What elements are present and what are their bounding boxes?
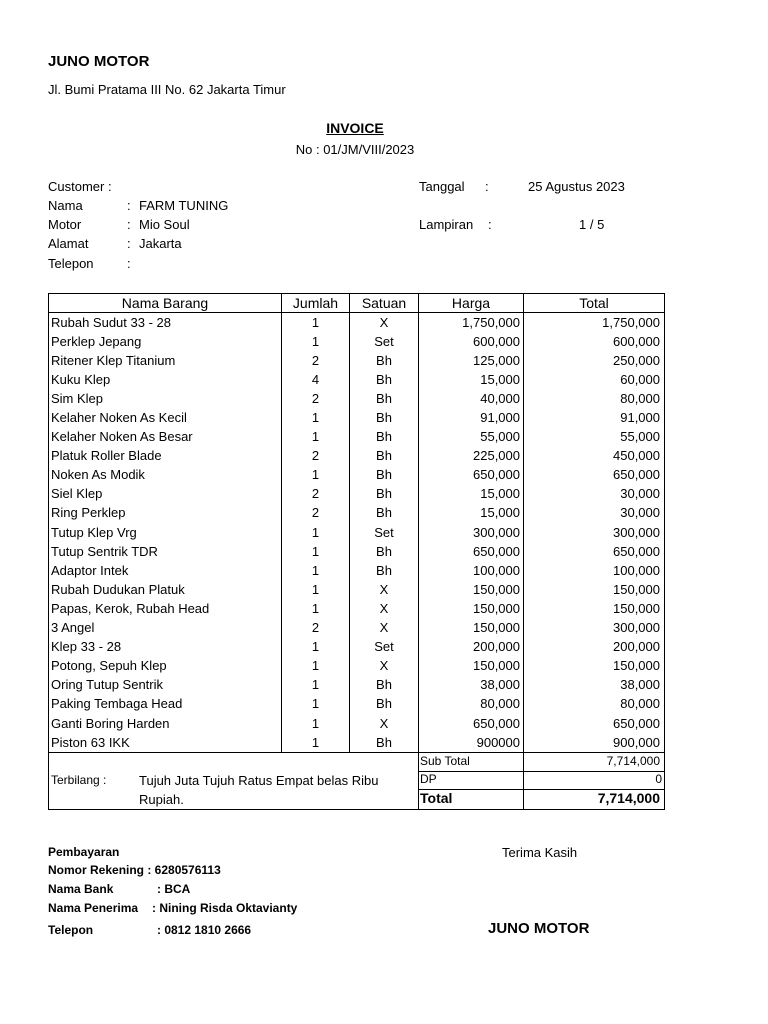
item-qty: 1 bbox=[282, 580, 350, 599]
table-row bbox=[49, 428, 665, 447]
table-row bbox=[49, 447, 665, 466]
item-name: Adaptor Intek bbox=[49, 561, 282, 580]
item-total: 80,000 bbox=[524, 389, 665, 408]
signature-company: JUNO MOTOR bbox=[488, 920, 590, 937]
item-total: 1,750,000 bbox=[524, 313, 665, 333]
item-unit: Bh bbox=[350, 695, 419, 714]
item-name: Tutup Klep Vrg bbox=[49, 523, 282, 542]
item-qty: 2 bbox=[282, 351, 350, 370]
item-qty: 1 bbox=[282, 408, 350, 427]
item-total: 60,000 bbox=[524, 370, 665, 389]
subtotal-label: Sub Total bbox=[420, 754, 470, 768]
item-qty: 1 bbox=[282, 332, 350, 351]
table-header-row bbox=[49, 294, 665, 313]
item-unit: Bh bbox=[350, 542, 419, 561]
item-total: 300,000 bbox=[524, 619, 665, 638]
item-unit: Bh bbox=[350, 428, 419, 447]
tanggal-label: Tanggal bbox=[419, 179, 465, 194]
company-name: JUNO MOTOR bbox=[48, 53, 150, 70]
item-price: 225,000 bbox=[419, 447, 524, 466]
item-price: 100,000 bbox=[419, 561, 524, 580]
table-row bbox=[49, 466, 665, 485]
item-price: 40,000 bbox=[419, 389, 524, 408]
item-qty: 1 bbox=[282, 466, 350, 485]
motor-value: Mio Soul bbox=[139, 217, 190, 232]
lampiran-value: 1 / 5 bbox=[579, 217, 605, 232]
table-row bbox=[49, 676, 665, 695]
table-row bbox=[49, 695, 665, 714]
table-row bbox=[49, 313, 665, 333]
payment-heading: Pembayaran bbox=[48, 845, 120, 859]
item-qty: 2 bbox=[282, 447, 350, 466]
table-row bbox=[49, 580, 665, 599]
item-unit: Bh bbox=[350, 504, 419, 523]
item-price: 15,000 bbox=[419, 370, 524, 389]
item-unit: X bbox=[350, 657, 419, 676]
total-label: Total bbox=[420, 790, 453, 806]
item-name: Siel Klep bbox=[49, 485, 282, 504]
payment-bank-label: Nama Bank bbox=[48, 882, 114, 896]
item-name: Perklep Jepang bbox=[49, 332, 282, 351]
item-price: 91,000 bbox=[419, 408, 524, 427]
table-row bbox=[49, 542, 665, 561]
subtotal-value: 7,714,000 bbox=[606, 754, 660, 768]
table-row bbox=[49, 657, 665, 676]
item-unit: X bbox=[350, 619, 419, 638]
thanks-text: Terima Kasih bbox=[502, 845, 578, 860]
item-qty: 1 bbox=[282, 714, 350, 733]
item-name: Ring Perklep bbox=[49, 504, 282, 523]
item-total: 450,000 bbox=[524, 447, 665, 466]
table-row bbox=[49, 619, 665, 638]
item-total: 150,000 bbox=[524, 657, 665, 676]
item-name: Ganti Boring Harden bbox=[49, 714, 282, 733]
table-row bbox=[49, 389, 665, 408]
item-total: 600,000 bbox=[524, 332, 665, 351]
item-qty: 1 bbox=[282, 523, 350, 542]
nama-value: FARM TUNING bbox=[139, 198, 229, 213]
item-qty: 1 bbox=[282, 542, 350, 561]
item-price: 150,000 bbox=[419, 657, 524, 676]
header-jumlah: Jumlah bbox=[282, 294, 350, 313]
summary-box bbox=[48, 752, 665, 810]
item-unit: X bbox=[350, 714, 419, 733]
table-row bbox=[49, 504, 665, 523]
item-unit: X bbox=[350, 580, 419, 599]
item-unit: Set bbox=[350, 523, 419, 542]
item-price: 600,000 bbox=[419, 332, 524, 351]
lampiran-sep: : bbox=[488, 217, 492, 232]
table-row bbox=[49, 370, 665, 389]
item-name: Platuk Roller Blade bbox=[49, 447, 282, 466]
item-unit: Bh bbox=[350, 389, 419, 408]
item-price: 200,000 bbox=[419, 638, 524, 657]
item-total: 80,000 bbox=[524, 695, 665, 714]
summary-divider bbox=[418, 753, 419, 809]
item-unit: Bh bbox=[350, 408, 419, 427]
item-total: 30,000 bbox=[524, 485, 665, 504]
item-unit: X bbox=[350, 313, 419, 333]
item-name: Ritener Klep Titanium bbox=[49, 351, 282, 370]
item-price: 900000 bbox=[419, 733, 524, 752]
payment-bank-value: : BCA bbox=[157, 882, 191, 896]
table-row bbox=[49, 408, 665, 427]
nama-label: Nama bbox=[48, 198, 83, 213]
table-row bbox=[49, 351, 665, 370]
item-total: 38,000 bbox=[524, 676, 665, 695]
item-unit: Bh bbox=[350, 561, 419, 580]
item-unit: Set bbox=[350, 332, 419, 351]
header-nama-barang: Nama Barang bbox=[49, 294, 282, 313]
table-row bbox=[49, 561, 665, 580]
terbilang-line2: Rupiah. bbox=[139, 792, 184, 807]
item-name: Tutup Sentrik TDR bbox=[49, 542, 282, 561]
item-name: Kelaher Noken As Besar bbox=[49, 428, 282, 447]
item-total: 55,000 bbox=[524, 428, 665, 447]
table-row bbox=[49, 332, 665, 351]
item-price: 650,000 bbox=[419, 714, 524, 733]
item-total: 30,000 bbox=[524, 504, 665, 523]
item-qty: 1 bbox=[282, 733, 350, 752]
item-name: Noken As Modik bbox=[49, 466, 282, 485]
alamat-value: Jakarta bbox=[139, 236, 182, 251]
item-unit: Set bbox=[350, 638, 419, 657]
item-qty: 1 bbox=[282, 695, 350, 714]
item-unit: X bbox=[350, 599, 419, 618]
table-row bbox=[49, 733, 665, 752]
invoice-number: No : 01/JM/VIII/2023 bbox=[295, 142, 415, 157]
item-total: 150,000 bbox=[524, 580, 665, 599]
item-unit: Bh bbox=[350, 447, 419, 466]
item-price: 150,000 bbox=[419, 619, 524, 638]
alamat-sep: : bbox=[127, 236, 131, 251]
item-unit: Bh bbox=[350, 733, 419, 752]
item-price: 38,000 bbox=[419, 676, 524, 695]
total-value: 7,714,000 bbox=[597, 790, 660, 806]
telepon-sep: : bbox=[127, 256, 131, 271]
terbilang-line1: Tujuh Juta Tujuh Ratus Empat belas Ribu bbox=[139, 773, 379, 788]
header-total: Total bbox=[524, 294, 665, 313]
item-total: 150,000 bbox=[524, 599, 665, 618]
item-total: 900,000 bbox=[524, 733, 665, 752]
item-price: 650,000 bbox=[419, 542, 524, 561]
invoice-title: INVOICE bbox=[326, 120, 384, 136]
payment-penerima-value: : Nining Risda Oktavianty bbox=[152, 901, 298, 915]
item-total: 650,000 bbox=[524, 542, 665, 561]
payment-telepon-value: : 0812 1810 2666 bbox=[157, 923, 252, 937]
item-qty: 2 bbox=[282, 504, 350, 523]
item-unit: Bh bbox=[350, 370, 419, 389]
item-price: 80,000 bbox=[419, 695, 524, 714]
motor-label: Motor bbox=[48, 217, 82, 232]
table-row bbox=[49, 599, 665, 618]
tanggal-sep: : bbox=[485, 179, 489, 194]
table-row bbox=[49, 485, 665, 504]
item-qty: 1 bbox=[282, 676, 350, 695]
item-total: 650,000 bbox=[524, 466, 665, 485]
item-unit: Bh bbox=[350, 466, 419, 485]
terbilang-label: Terbilang : bbox=[51, 773, 107, 787]
tanggal-value: 25 Agustus 2023 bbox=[528, 179, 625, 194]
item-price: 15,000 bbox=[419, 504, 524, 523]
item-total: 650,000 bbox=[524, 714, 665, 733]
customer-heading: Customer : bbox=[48, 179, 112, 194]
item-name: Piston 63 IKK bbox=[49, 733, 282, 752]
item-name: Rubah Dudukan Platuk bbox=[49, 580, 282, 599]
header-satuan: Satuan bbox=[350, 294, 419, 313]
table-row bbox=[49, 714, 665, 733]
item-qty: 1 bbox=[282, 599, 350, 618]
header-harga: Harga bbox=[419, 294, 524, 313]
company-address: Jl. Bumi Pratama III No. 62 Jakarta Timur bbox=[48, 82, 286, 97]
item-price: 15,000 bbox=[419, 485, 524, 504]
alamat-label: Alamat bbox=[48, 236, 89, 251]
item-qty: 1 bbox=[282, 561, 350, 580]
item-qty: 1 bbox=[282, 657, 350, 676]
item-qty: 2 bbox=[282, 485, 350, 504]
item-name: Paking Tembaga Head bbox=[49, 695, 282, 714]
items-table bbox=[48, 293, 665, 752]
payment-penerima-label: Nama Penerima bbox=[48, 901, 139, 915]
payment-telepon-label: Telepon bbox=[48, 923, 94, 937]
table-row bbox=[49, 638, 665, 657]
table-row bbox=[49, 523, 665, 542]
summary-divider bbox=[523, 753, 524, 809]
item-name: Papas, Kerok, Rubah Head bbox=[49, 599, 282, 618]
item-total: 250,000 bbox=[524, 351, 665, 370]
item-total: 91,000 bbox=[524, 408, 665, 427]
item-name: Klep 33 - 28 bbox=[49, 638, 282, 657]
nama-sep: : bbox=[127, 198, 131, 213]
item-unit: Bh bbox=[350, 676, 419, 695]
item-qty: 1 bbox=[282, 313, 350, 333]
item-price: 1,750,000 bbox=[419, 313, 524, 333]
payment-rekening: Nomor Rekening : 6280576113 bbox=[48, 863, 221, 877]
item-total: 100,000 bbox=[524, 561, 665, 580]
item-name: Potong, Sepuh Klep bbox=[49, 657, 282, 676]
item-price: 300,000 bbox=[419, 523, 524, 542]
telepon-label: Telepon bbox=[48, 256, 94, 271]
item-qty: 2 bbox=[282, 619, 350, 638]
item-unit: Bh bbox=[350, 351, 419, 370]
item-name: 3 Angel bbox=[49, 619, 282, 638]
item-name: Kuku Klep bbox=[49, 370, 282, 389]
item-name: Kelaher Noken As Kecil bbox=[49, 408, 282, 427]
item-total: 300,000 bbox=[524, 523, 665, 542]
item-qty: 1 bbox=[282, 638, 350, 657]
item-qty: 4 bbox=[282, 370, 350, 389]
item-qty: 2 bbox=[282, 389, 350, 408]
item-price: 150,000 bbox=[419, 580, 524, 599]
item-name: Rubah Sudut 33 - 28 bbox=[49, 313, 282, 333]
dp-label: DP bbox=[420, 772, 437, 786]
dp-value: 0 bbox=[655, 772, 662, 786]
lampiran-label: Lampiran bbox=[419, 217, 474, 232]
item-total: 200,000 bbox=[524, 638, 665, 657]
item-name: Oring Tutup Sentrik bbox=[49, 676, 282, 695]
item-price: 650,000 bbox=[419, 466, 524, 485]
item-name: Sim Klep bbox=[49, 389, 282, 408]
item-unit: Bh bbox=[350, 485, 419, 504]
item-price: 55,000 bbox=[419, 428, 524, 447]
item-price: 125,000 bbox=[419, 351, 524, 370]
item-price: 150,000 bbox=[419, 599, 524, 618]
item-qty: 1 bbox=[282, 428, 350, 447]
motor-sep: : bbox=[127, 217, 131, 232]
